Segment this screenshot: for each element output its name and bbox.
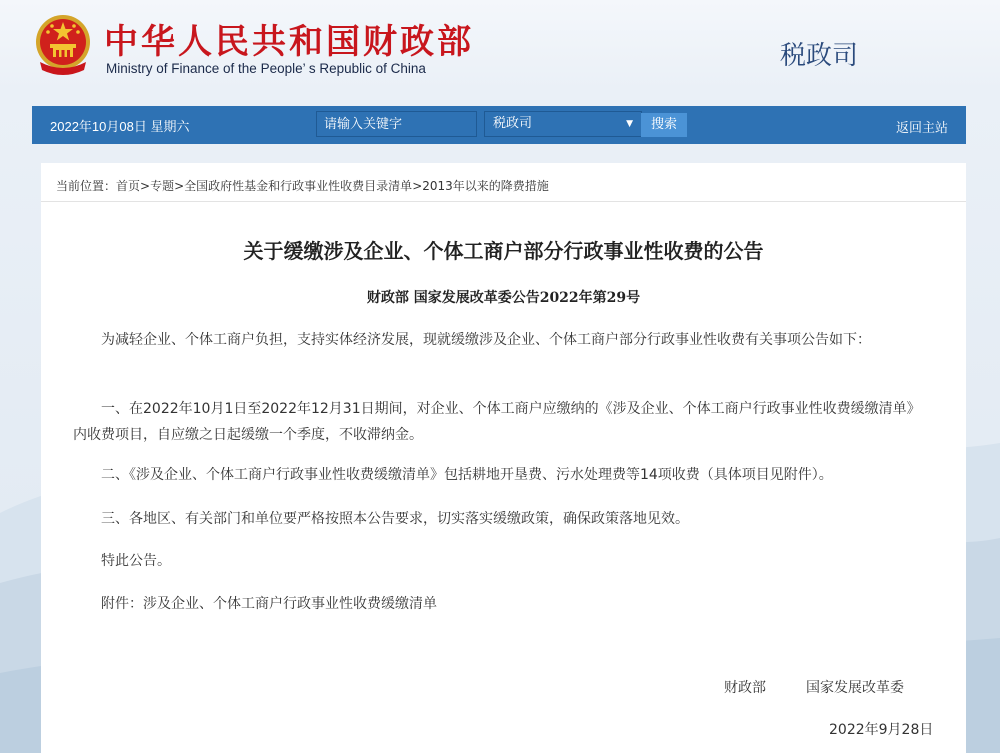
breadcrumb-topics[interactable]: 专题 — [150, 179, 175, 193]
article-paragraph: 一、在2022年10月1日至2022年12月31日期间，对企业、个体工商户应缴纳的《涉及企业、个体工商户行政事业性收费缓缴清单》内收费项目，自应缴之日起缓缴一个季度，不收滞纳金。 — [73, 401, 921, 443]
breadcrumb-prefix: 当前位置： — [56, 179, 117, 193]
breadcrumb — [56, 177, 549, 194]
breadcrumb-divider — [41, 201, 966, 202]
breadcrumb-home[interactable]: 首页 — [116, 179, 141, 193]
article-panel — [41, 163, 966, 753]
site-title: 中华人民共和国财政部 — [104, 22, 474, 62]
article-paragraph: 二、《涉及企业、个体工商户行政事业性收费缓缴清单》包括耕地开垦费、污水处理费等14项收费（具体项目见附件）。 — [101, 467, 833, 483]
back-home-link[interactable]: 返回主站 — [895, 121, 948, 136]
current-date: 2022年10月08日 星期六 — [50, 119, 190, 134]
national-emblem-icon — [32, 12, 94, 78]
article-subtitle: 财政部 国家发展改革委公告2022年第29号 — [366, 290, 641, 306]
search-scope-value: 税政司 — [493, 116, 533, 131]
article-date: 2022年9月28日 — [829, 722, 934, 738]
article-attachment: 附件：涉及企业、个体工商户行政事业性收费缓缴清单 — [101, 596, 437, 612]
breadcrumb-separator: > — [412, 179, 423, 193]
article-paragraph: 特此公告。 — [101, 553, 171, 569]
article-title: 关于缓缴涉及企业、个体工商户部分行政事业性收费的公告 — [243, 239, 764, 263]
article-paragraph: 为减轻企业、个体工商户负担，支持实体经济发展，现就缓缴涉及企业、个体工商户部分行政事业性收费有关事项公告如下： — [101, 332, 871, 348]
top-navbar — [32, 106, 966, 144]
breadcrumb-fee-catalog[interactable]: 全国政府性基金和行政事业性收费目录清单 — [184, 179, 413, 193]
signer-ndrc: 国家发展改革委 — [806, 680, 904, 696]
breadcrumb-separator: > — [140, 179, 151, 193]
breadcrumb-separator: > — [174, 179, 185, 193]
signer-mof: 财政部 — [724, 680, 766, 696]
search-button[interactable]: 搜索 — [641, 113, 687, 137]
article-paragraph: 三、各地区、有关部门和单位要严格按照本公告要求，切实落实缓缴政策，确保政策落地见效。 — [101, 511, 689, 527]
breadcrumb-fee-reduction[interactable]: 2013年以来的降费措施 — [422, 179, 549, 193]
search-scope-select[interactable] — [484, 111, 642, 137]
site-header — [0, 0, 1000, 100]
department-name: 税政司 — [780, 41, 859, 71]
chevron-down-icon: ▼ — [626, 119, 633, 129]
search-input[interactable] — [316, 111, 477, 137]
site-title-english: Ministry of Finance of the People’ s Republic of China — [106, 61, 426, 76]
